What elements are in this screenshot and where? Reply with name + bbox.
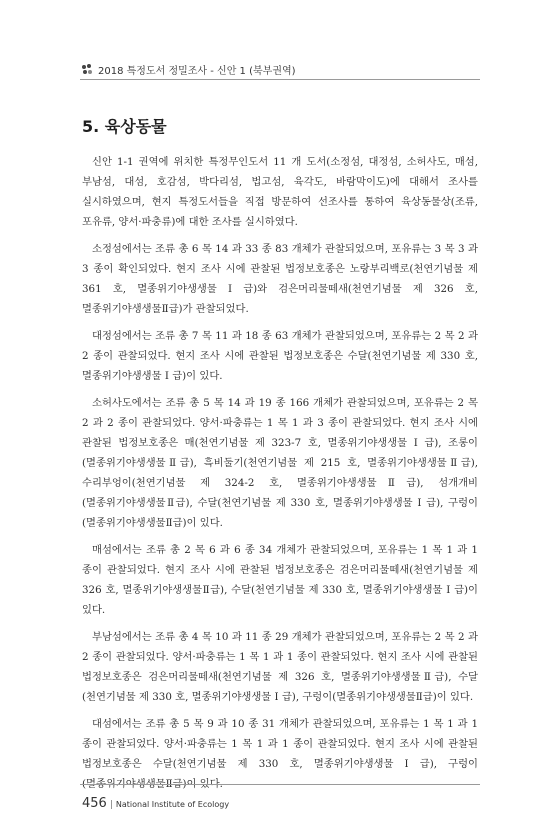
running-header-text: 2018 특정도서 정밀조사 - 신안 1 (북부권역) [98, 66, 296, 77]
running-header [82, 62, 296, 77]
paragraph-daeseom: 대섬에서는 조류 총 5 목 9 과 10 종 31 개체가 관찰되었으며, 포유류는 1 목 1 과 1 종이 관찰되었다. 양서·파충류는 1 목 1 과 1 종이 관찰되었다. 현지 조사 시에 관찰된 법정보호종은 수달(천연기념물 제 330 호, 멸종위기야생생물 I 급), 구렁이(멸종위기야생생물Ⅱ급)이 있다. [82, 718, 478, 790]
header-logo-icon [82, 64, 94, 76]
paragraph-maeseom: 매섬에서는 조류 총 2 목 6 과 6 종 34 개체가 관찰되었으며, 포유류는 1 목 1 과 1 종이 관찰되었다. 현지 조사 시에 관찰된 법정보호종은 검은머리물떼새(천연기념물 제 326 호, 멸종위기야생생물Ⅱ급), 수달(천연기념물 제 330 호, 멸종위기야생생물 I 급)이 있다. [82, 544, 478, 616]
footer-divider [80, 784, 480, 785]
paragraph-intro: 신안 1-1 권역에 위치한 특정무인도서 11 개 도서(소정섬, 대정섬, 소허사도, 매섬, 부남섬, 대섬, 호감섬, 박다리섬, 법고섬, 육각도, 바람막이도)에 대해서 조사를 실시하였으며, 현지 특정도서들을 직접 방문하여 선조사를 통하여 육상동물상(조류, 포유류, 양서·파충류)에 대한 조사를 실시하였다. [82, 156, 478, 228]
section-title: 5. 육상동물 [82, 117, 167, 136]
footer-separator: | [109, 800, 113, 810]
header-divider [80, 79, 480, 80]
page-number: 456 [82, 796, 107, 811]
paragraph-soheosado: 소허사도에서는 조류 총 5 목 14 과 19 종 166 개체가 관찰되었으며, 포유류는 2 목 2 과 2 종이 관찰되었다. 양서·파충류는 1 목 1 과 3 종이 관찰되었다. 현지 조사 시에 관찰된 법정보호종은 매(천연기념물 제 323-7 호, 멸종위기야생생물 I 급), 조롱이(멸종위기야생생물Ⅱ급), 흑비둘기(천연기념물 제 215 호, 멸종위기야생생물Ⅱ급), 수리부엉이(천연기념물 제 324-2 호, 멸종위기야생생물Ⅱ급), 섬개개비(멸종위기야생생물Ⅱ급), 수달(천연기념물 제 330 호, 멸종위기야생생물 I 급), 구렁이(멸종위기야생생물Ⅱ급)이 있다. [82, 397, 478, 529]
paragraph-daejeongseom: 대정섬에서는 조류 총 7 목 11 과 18 종 63 개체가 관찰되었으며, 포유류는 2 목 2 과 2 종이 관찰되었다. 현지 조사 시에 관찰된 법정보호종은 수달(천연기념물 제 330 호, 멸종위기야생생물 I 급)이 있다. [82, 330, 478, 382]
body-text [82, 152, 478, 801]
paragraph-bunamseom: 부남섬에서는 조류 총 4 목 10 과 11 종 29 개체가 관찰되었으며, 포유류는 2 목 2 과 2 종이 관찰되었다. 양서·파충류는 1 목 1 과 1 종이 관찰되었다. 현지 조사 시에 관찰된 법정보호종은 검은머리물떼새(천연기념물 제 326 호, 멸종위기야생생물Ⅱ급), 수달(천연기념물 제 330 호, 멸종위기야생생물 I 급), 구렁이(멸종위기야생생물Ⅱ급)이 있다. [82, 631, 478, 703]
paragraph-sojeongseom: 소정섬에서는 조류 총 6 목 14 과 33 종 83 개체가 관찰되었으며, 포유류는 3 목 3 과 3 종이 확인되었다. 현지 조사 시에 관찰된 법정보호종은 노랑부리백로(천연기념물 제 361 호, 멸종위기야생생물 I 급)와 검은머리물떼새(천연기념물 제 326 호, 멸종위기야생생물Ⅱ급)가 관찰되었다. [82, 243, 478, 315]
page-footer [82, 796, 229, 811]
footer-organization: National Institute of Ecology [115, 800, 230, 809]
